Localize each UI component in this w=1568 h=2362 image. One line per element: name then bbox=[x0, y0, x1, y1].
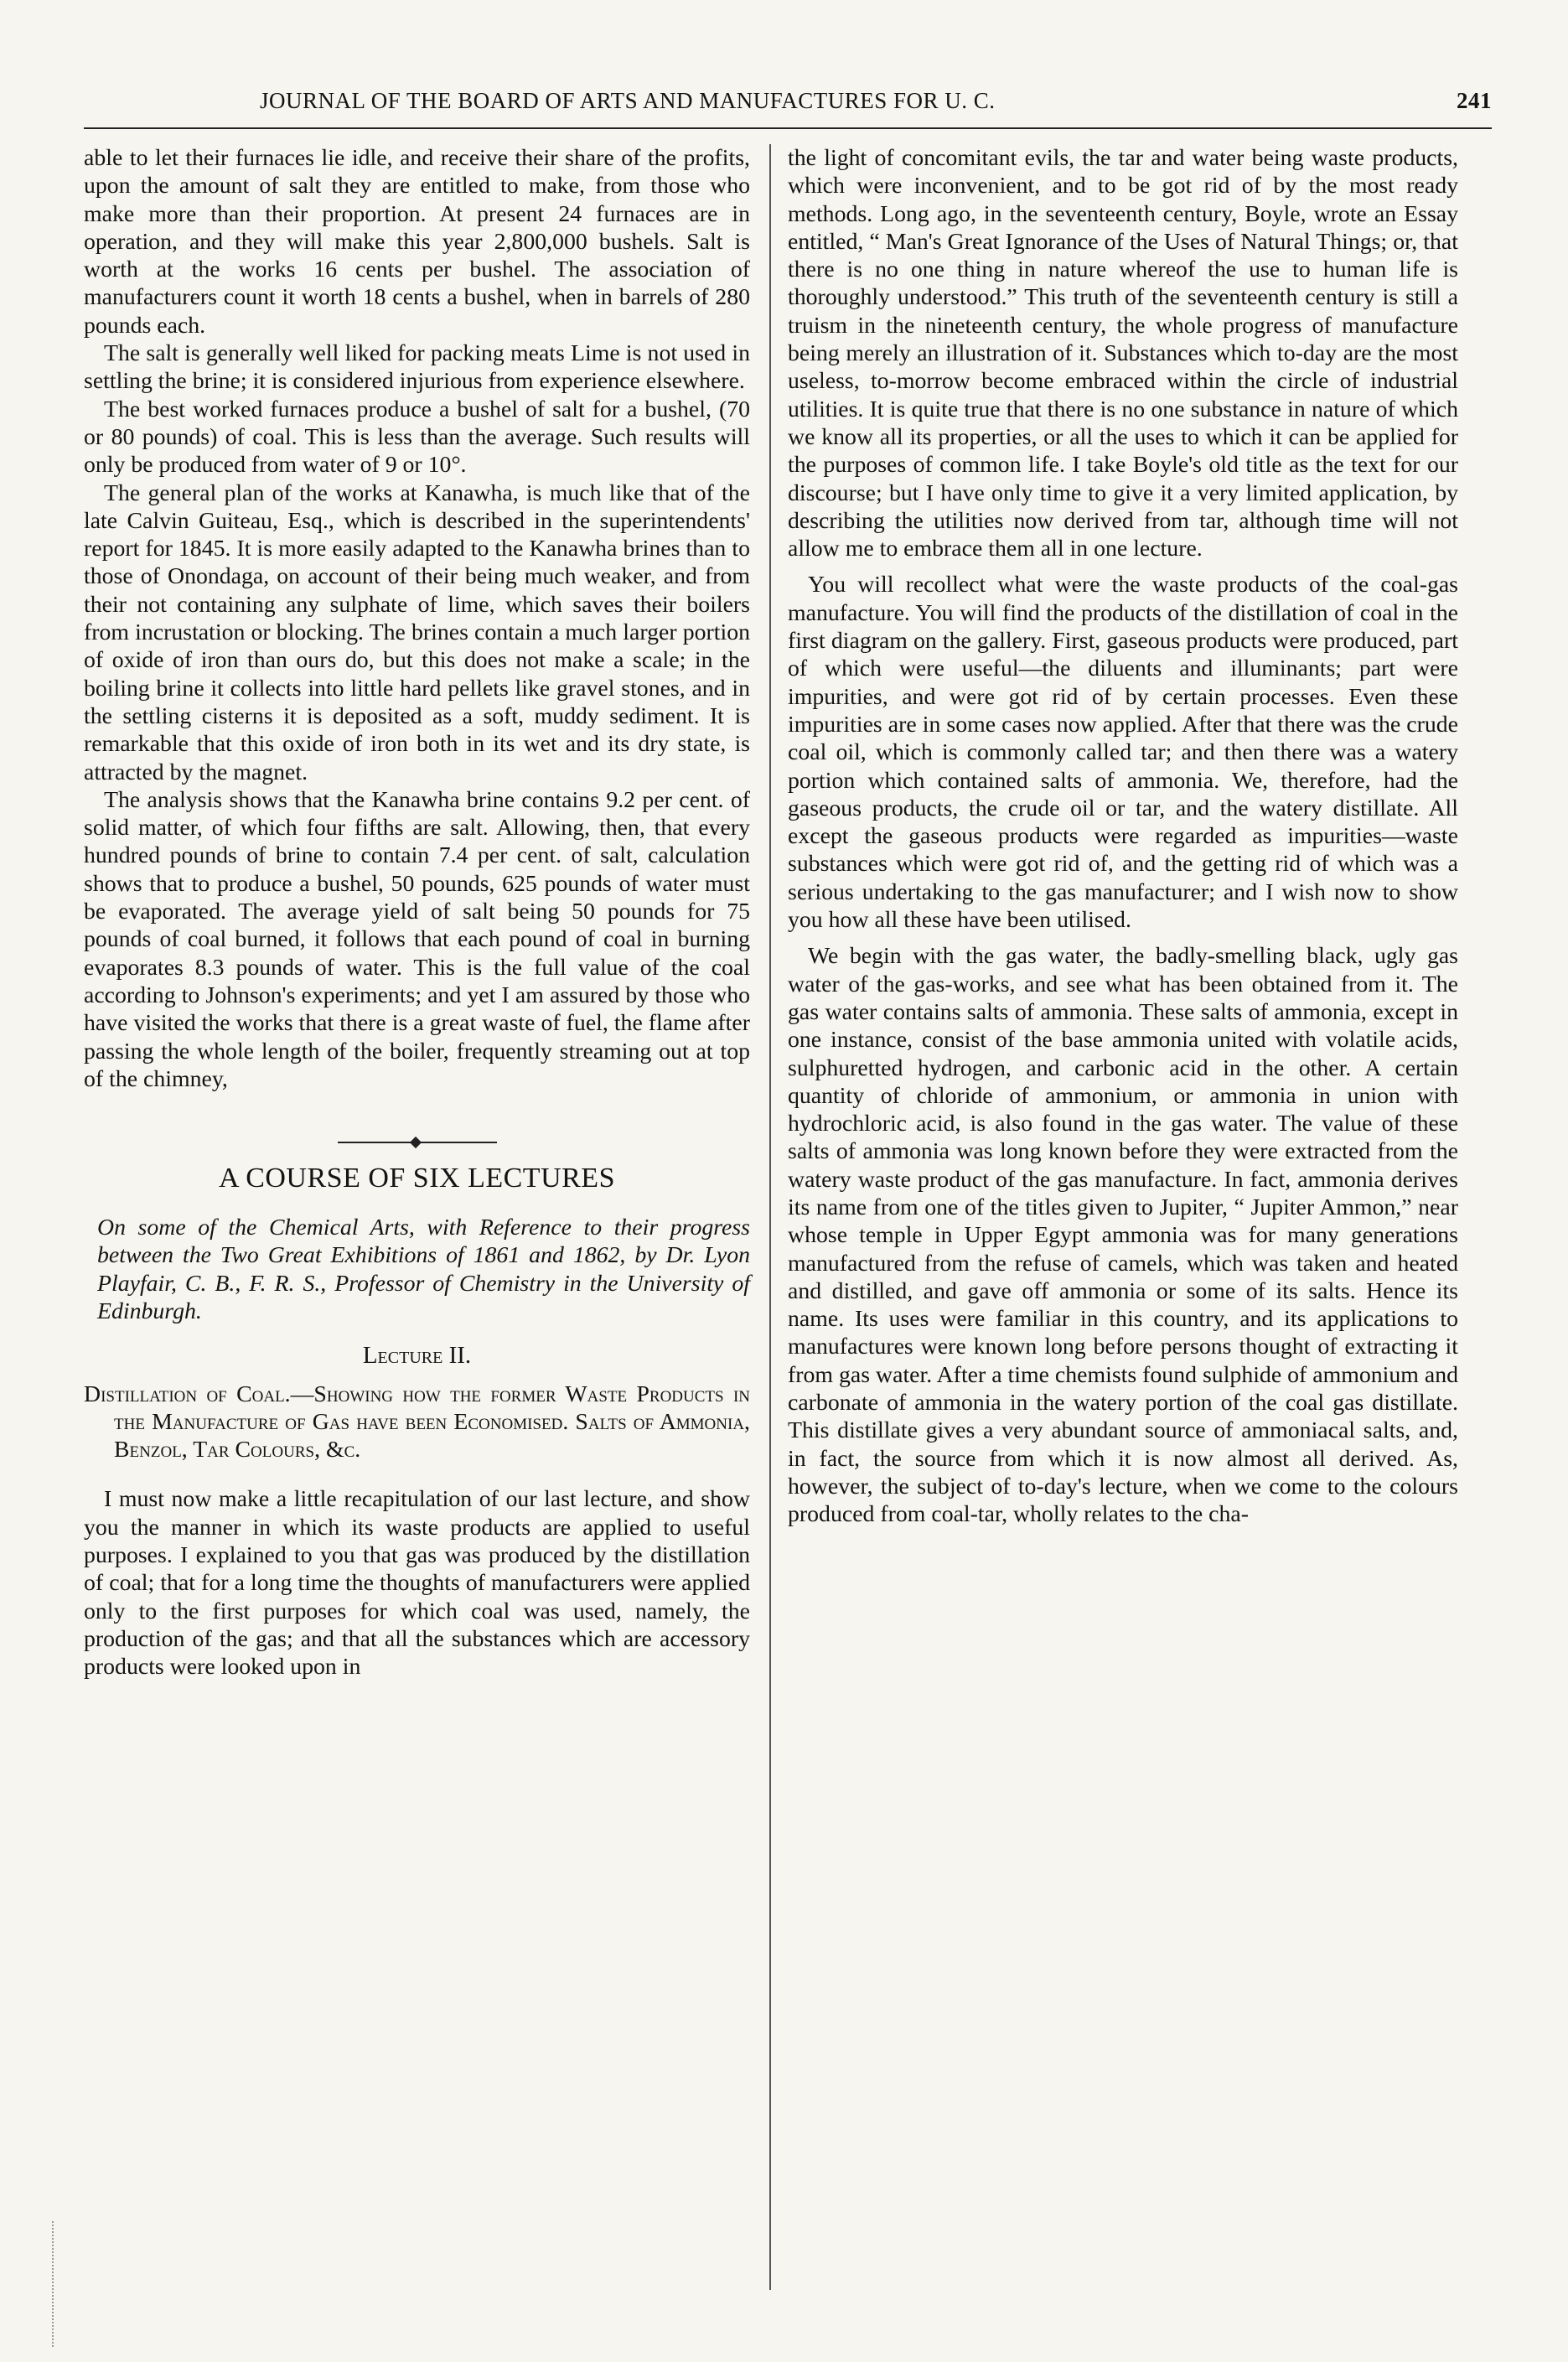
paragraph: the light of concomitant evils, the tar and water being waste products, which were inconvenient, and to be got rid of by the most ready methods. Long ago, in the seventeenth century, Boyle, wrote an Essay entitled, “ Man's Great Ignorance of the Uses of Natural Things; or, that there is no one thing in nature whereof the use to human life is thoroughly understood.” This truth of the seventeenth century is still a truism in the nineteenth century, the whole progress of manufacture being merely an illustration of it. Substances which to-day are the most useless, to-morrow become embraced within the circle of industrial utilities. It is quite true that there is no one substance in nature of which we know all its properties, or all the uses to which it can be applied for the purposes of common life. I take Boyle's old title as the text for our discourse; but I have only time to give it a very limited application, by describing the utilities now derived from tar, although time will not allow me to embrace them all in one lecture. bbox=[788, 145, 1458, 562]
course-title: A COURSE OF SIX LECTURES bbox=[219, 1163, 615, 1194]
page-number: 241 bbox=[1457, 88, 1492, 113]
left-column bbox=[84, 144, 750, 1681]
paragraph: The best worked furnaces produce a bushel of salt for a bushel, (70 or 80 pounds) of coal. This is less than the average. Such results will only be produced from water of 9 or 10°. bbox=[84, 396, 750, 479]
journal-title: JOURNAL OF THE BOARD OF ARTS AND MANUFACTURES FOR U. C. bbox=[260, 88, 996, 113]
paragraph: The analysis shows that the Kanawha brine contains 9.2 per cent. of solid matter, of which four fifths are salt. Allowing, then, that every hundred pounds of brine to contain 7.4 per cent. of salt, calculation shows that to produce a bushel, 50 pounds, 625 pounds of water must be evaporated. The average yield of salt being 50 pounds for 75 pounds of coal burned, it follows that each pound of coal in burning evaporates 8.3 pounds of water. This is the full value of the coal according to Johnson's experiments; and yet I am assured by those who have visited the works that there is a great waste of fuel, the flame after passing the whole length of the boiler, frequently streaming out at top of the chimney, bbox=[84, 786, 750, 1092]
paragraph: You will recollect what were the waste products of the coal-gas manufacture. You will find the products of the distillation of coal in the first diagram on the gallery. First, gaseous products were produced, part of which were useful—the diluents and illuminants; part were impurities, and were got rid of by certain processes. Even these impurities are in some cases now applied. After that there was the crude coal oil, which is commonly called tar; and then there was a watery portion which contained salts of ammonia. We, therefore, had the gaseous products, the crude oil or tar, and the watery distillate. All except the gaseous products were regarded as impurities—waste substances which were got rid of, and the getting rid of which was a serious undertaking to the gas manufacturer; and I wish now to show you how all these have been utilised. bbox=[788, 572, 1458, 934]
right-column bbox=[788, 144, 1458, 1529]
lecture-heading: Distillation of Coal.—Showing how the former Waste Products in the Manufacture of Gas have been Economised. Salts of Ammonia, Benzol, Tar Colours, &c. bbox=[84, 1380, 750, 1463]
header-rule bbox=[84, 127, 1492, 129]
paragraph: We begin with the gas water, the badly-smelling black, ugly gas water of the gas-works, and see what has been obtained from it. The gas water contains salts of ammonia. These salts of ammonia, except in one instance, consist of the base ammonia united with volatile acids, sulphuretted hydrogen, and carbonic acid in the other. A certain quantity of chloride of ammonium, or ammonia in union with hydrochloric acid, is also found in the gas water. The value of these salts of ammonia was long known before they were extracted from the watery waste product of the gas manufacture. In fact, ammonia derives its name from one of the titles given to Jupiter, “ Jupiter Ammon,” near whose temple in Upper Egypt ammonia was for many generations manufactured from the refuse of camels, which was taken and heated and distilled, and gave off ammonia or some of its salts. Hence its name. Its uses were familiar in this country, and its applications to manufactures were known long before persons thought of extracting it from gas water. After a time chemists found sulphide of ammonium and carbonate of ammonia in the watery portion of the coal gas distillate. This distillate gives a very abundant source of ammoniacal salts, and, in fact, the source from which it is now almost all derived. As, however, the subject of to-day's lecture, when we come to the colours produced from coal-tar, wholly relates to the cha- bbox=[788, 943, 1458, 1528]
running-header bbox=[84, 88, 1492, 122]
paragraph: The general plan of the works at Kanawha, is much like that of the late Calvin Guiteau, Esq., which is described in the superintendents' report for 1845. It is more easily adapted to the Kanawha brines than to those of Onondaga, on account of their being much weaker, and from their not containing any sulphate of lime, which saves their boilers from incrustation or blocking. The brines contain a much larger portion of oxide of iron than ours do, but this does not make a scale; in the boiling brine it collects into little hard pellets like gravel stones, and in the settling cisterns it is deposited as a soft, muddy sediment. It is remarkable that this oxide of iron both in its wet and its dry state, is attracted by the magnet. bbox=[84, 479, 750, 785]
paragraph: The salt is generally well liked for packing meats Lime is not used in settling the brine; it is considered injurious from experience elsewhere. bbox=[84, 340, 750, 395]
lecture-number: Lecture II. bbox=[362, 1342, 472, 1370]
lecture-text: I must now make a little recapitulation of our last lecture, and show you the manner in which its waste products are applied to useful purposes. I explained to you that gas was produced by the distillation of coal; that for a long time the thoughts of manufacturers were applied only to the first purposes for which coal was used, namely, the production of the gas; and that all the substances which are accessory products were looked upon in bbox=[84, 1486, 750, 1681]
course-subtitle: On some of the Chemical Arts, with Reference to their progress between the Two Great Exhibitions of 1861 and 1862, by Dr. Lyon Playfair, C. B., F. R. S., Professor of Chemistry in the University of Edinburgh. bbox=[97, 1215, 750, 1324]
paragraph: able to let their furnaces lie idle, and receive their share of the profits, upon the amount of salt they are entitled to make, from those who make more than their proportion. At present 24 furnaces are in operation, and they will make this year 2,800,000 bushels. Salt is worth at the works 16 cents per bushel. The association of manufacturers count it worth 18 cents a bushel, when in barrels of 280 pounds each. bbox=[84, 145, 750, 339]
margin-artifact bbox=[52, 2221, 64, 2347]
section-separator bbox=[338, 1142, 497, 1143]
column-divider bbox=[769, 144, 771, 2290]
